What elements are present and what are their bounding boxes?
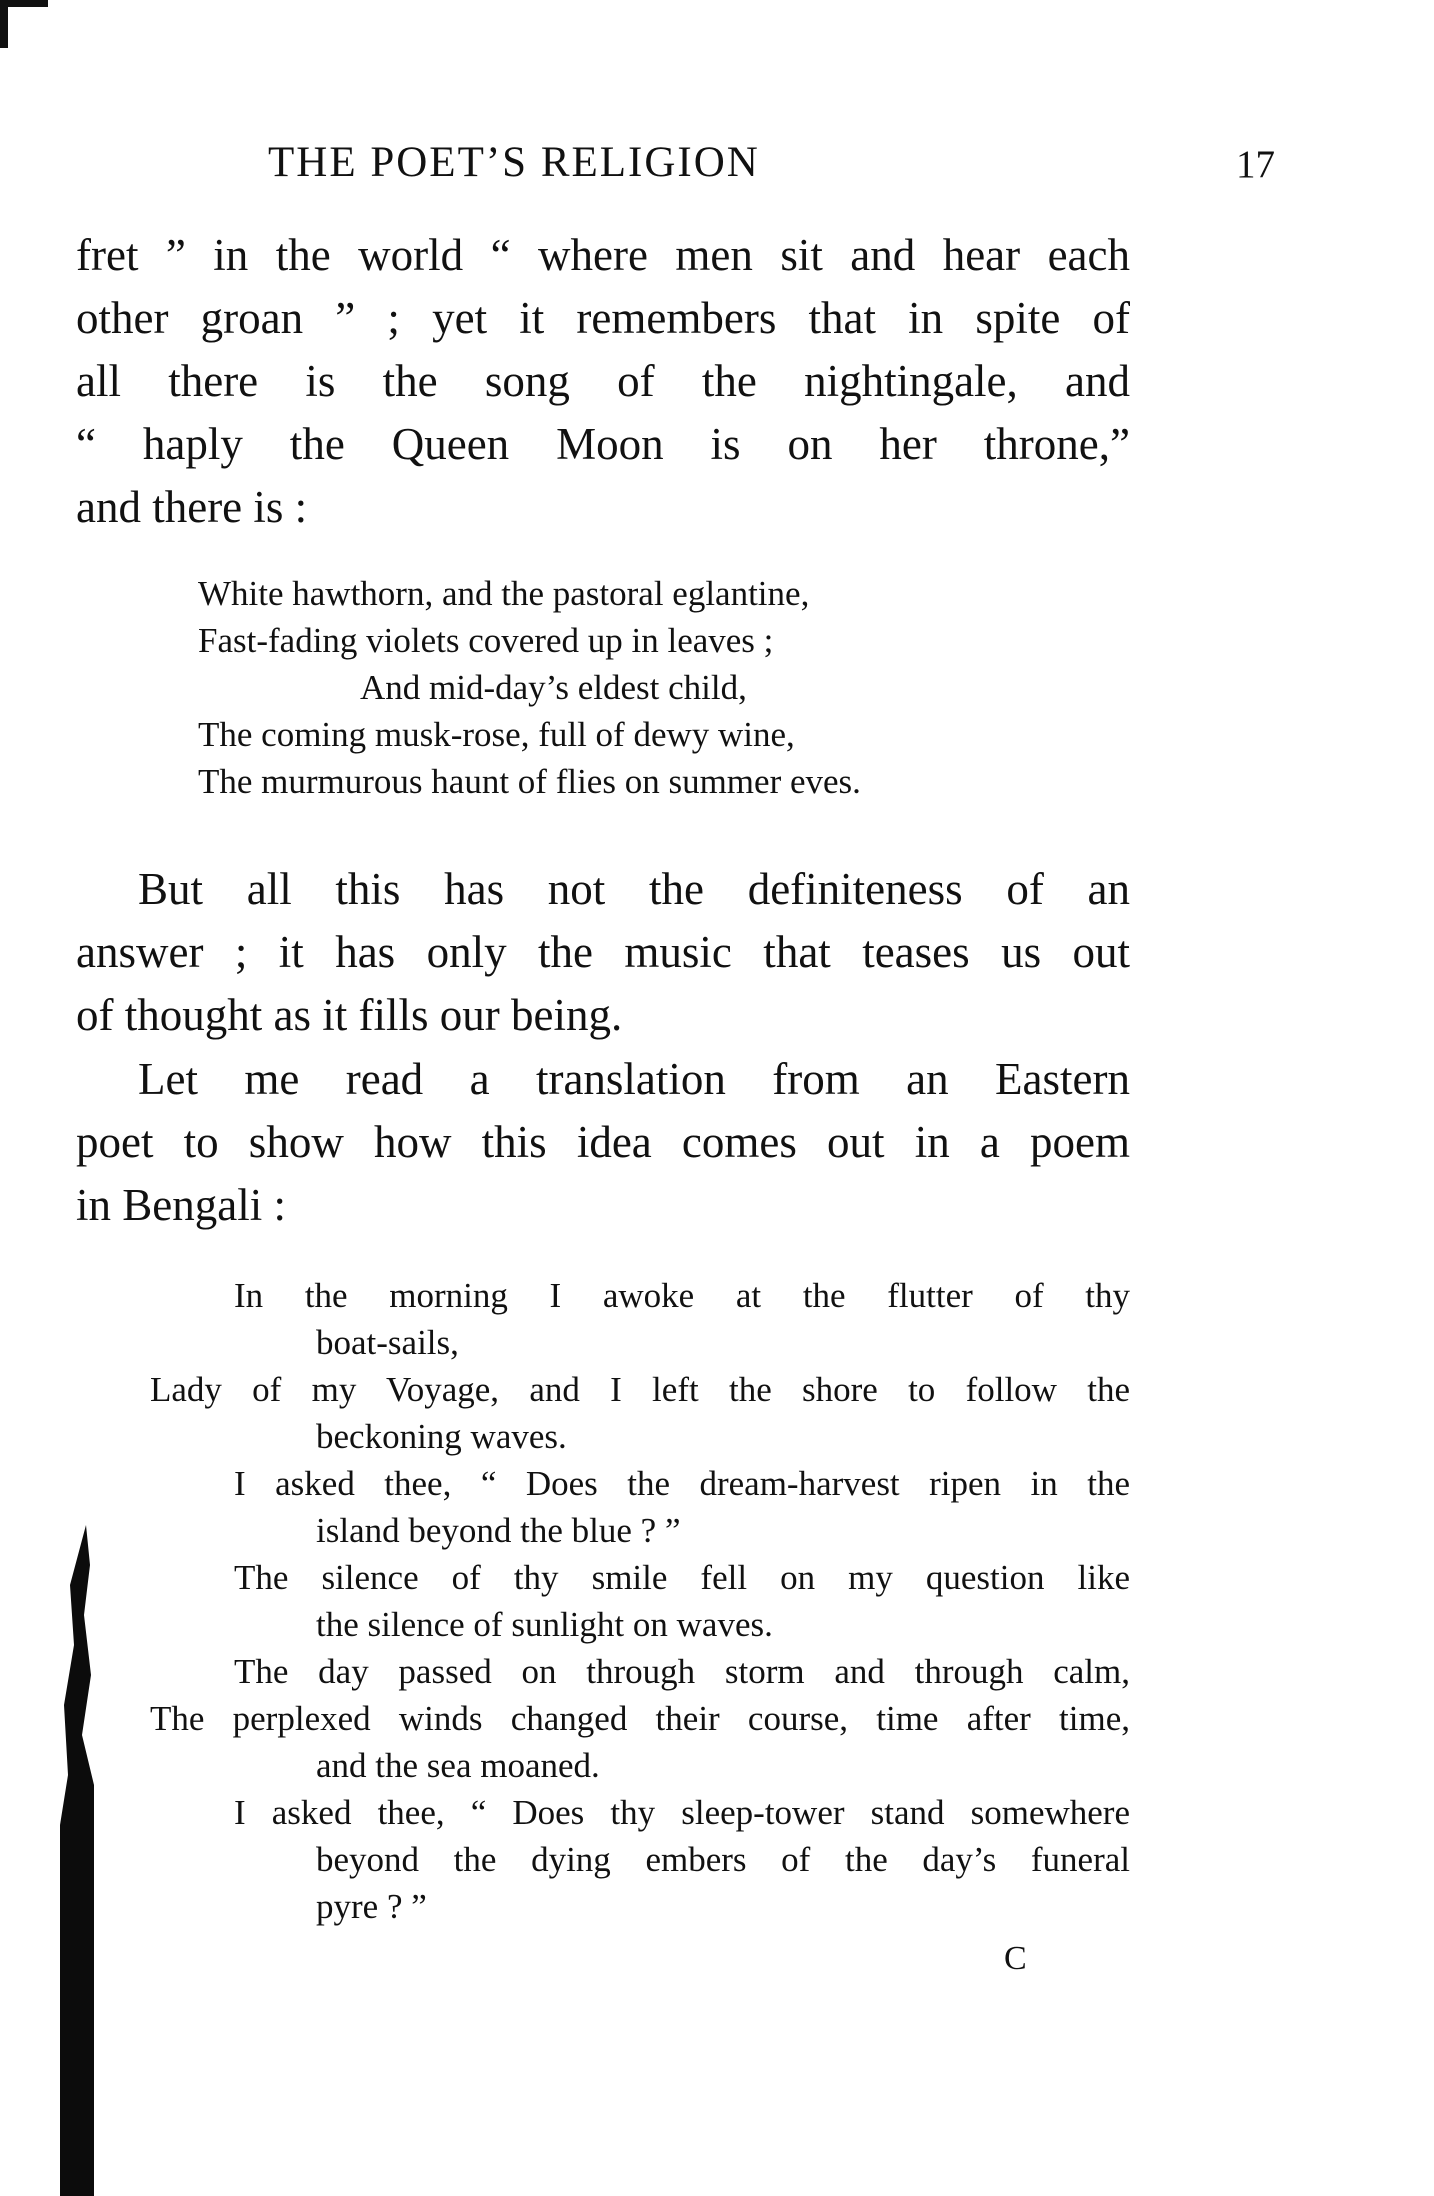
text-line: all there is the song of the nightingale, and xyxy=(76,356,1130,406)
paragraph-3 xyxy=(76,1048,1130,1237)
text-line: answer ; it has only the music that teases us out xyxy=(76,927,1130,977)
verse-line: I asked thee, “ Does the dream-harvest ripen in the xyxy=(234,1464,1130,1503)
running-head xyxy=(268,138,1275,188)
text-line: and there is : xyxy=(76,482,308,532)
text-line: Let me read a translation from an Eastern xyxy=(138,1054,1130,1104)
paragraph-1 xyxy=(76,224,1130,539)
verse-line: boat-sails, xyxy=(316,1323,459,1362)
verse-line: The silence of thy smile fell on my question like xyxy=(234,1558,1130,1597)
verse-line: The day passed on through storm and through calm, xyxy=(234,1652,1130,1691)
scan-binding-shadow xyxy=(60,1525,94,2196)
running-title: THE POET’S RELIGION xyxy=(268,139,760,186)
verse-line: And mid-day’s eldest child, xyxy=(360,668,747,707)
page-number: 17 xyxy=(1236,143,1275,186)
verse-line: The murmurous haunt of flies on summer eves. xyxy=(198,762,861,801)
text-line: other groan ” ; yet it remembers that in spite of xyxy=(76,293,1130,343)
text-line: in Bengali : xyxy=(76,1180,286,1230)
text-line: of thought as it fills our being. xyxy=(76,990,623,1040)
verse-line: island beyond the blue ? ” xyxy=(316,1511,681,1550)
verse-line: beyond the dying embers of the day’s funeral xyxy=(316,1840,1130,1879)
verse-line: White hawthorn, and the pastoral eglantine, xyxy=(198,574,810,613)
text-line: poet to show how this idea comes out in a poem xyxy=(76,1117,1130,1167)
scan-corner-mark xyxy=(0,0,48,48)
verse-line: Fast-fading violets covered up in leaves ; xyxy=(198,621,774,660)
verse-line: In the morning I awoke at the flutter of thy xyxy=(234,1276,1130,1315)
paragraph-2 xyxy=(76,858,1130,1047)
verse-line: The coming musk-rose, full of dewy wine, xyxy=(198,715,795,754)
verse-line: and the sea moaned. xyxy=(316,1746,600,1785)
verse-line: I asked thee, “ Does thy sleep-tower stand somewhere xyxy=(234,1793,1130,1832)
text-line: But all this has not the definiteness of an xyxy=(138,864,1130,914)
verse-line: Lady of my Voyage, and I left the shore to follow the xyxy=(150,1370,1130,1409)
verse-line: The perplexed winds changed their course, time after time, xyxy=(150,1699,1130,1738)
text-line: “ haply the Queen Moon is on her throne,” xyxy=(76,419,1130,469)
signature-mark: C xyxy=(1004,1940,1027,1977)
verse-keats xyxy=(198,570,861,805)
verse-line: pyre ? ” xyxy=(316,1887,427,1926)
verse-line: beckoning waves. xyxy=(316,1417,567,1456)
verse-line: the silence of sunlight on waves. xyxy=(316,1605,773,1644)
verse-tagore xyxy=(150,1272,1130,1930)
text-line: fret ” in the world “ where men sit and hear each xyxy=(76,230,1130,280)
